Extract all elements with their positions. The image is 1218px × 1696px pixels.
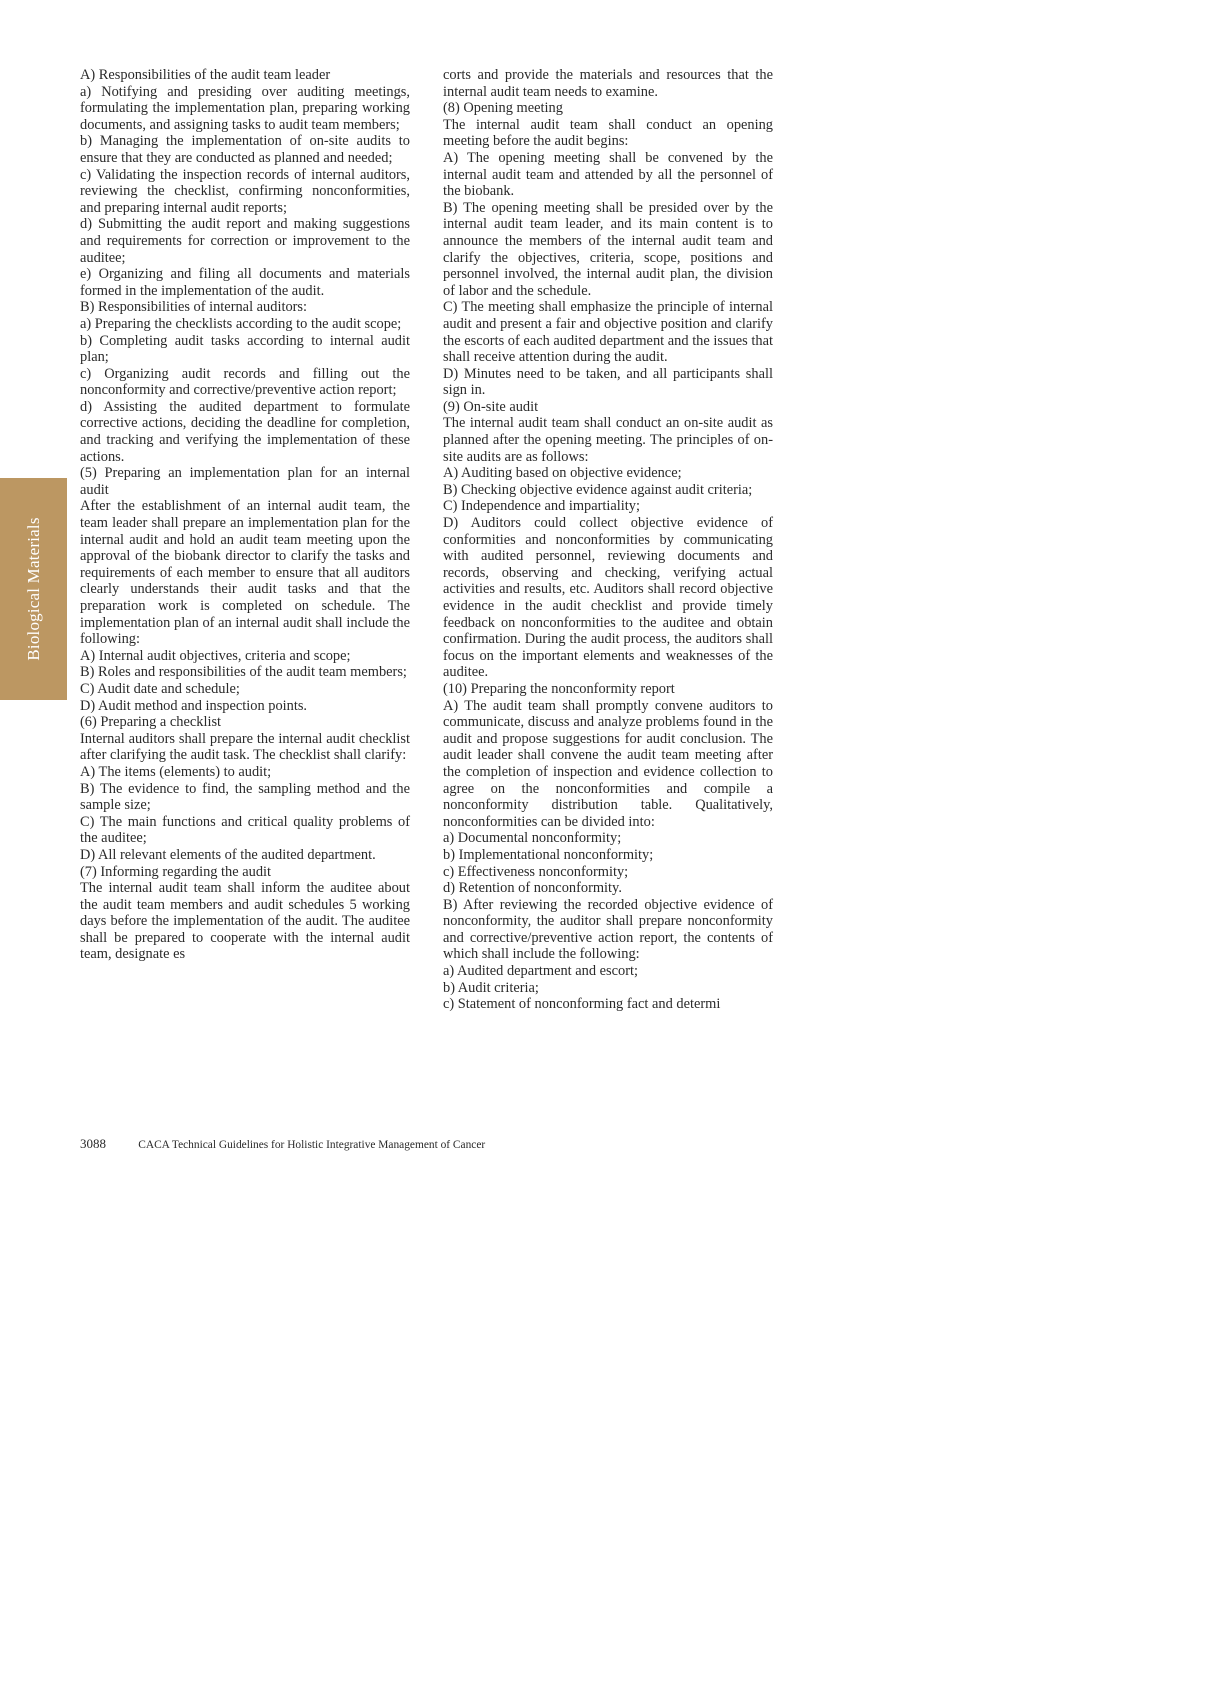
paragraph: b) Audit criteria; — [443, 979, 539, 996]
paragraph: c) Organizing audit records and filling out the nonconformity and corrective/preventive action report; — [80, 365, 410, 399]
section-tab-label: Biological Materials — [23, 517, 43, 661]
paragraph: A) Internal audit objectives, criteria and scope; — [80, 647, 351, 664]
section-heading: (6) Preparing a checklist — [80, 714, 222, 731]
section-heading: (8) Opening meeting — [443, 100, 563, 117]
paragraph: b) Managing the implementation of on-site audits to ensure that they are conducted as planned and needed; — [80, 133, 410, 166]
paragraph: corts and provide the materials and resources that the internal audit team needs to examine. — [443, 67, 773, 100]
paragraph: A) The audit team shall promptly convene auditors to communicate, discuss and analyze problems found in the audit and propose suggestions for audit conclusion. The audit leader shall convene the audit team meeting after the completion of inspection and evidence collection to agree on the nonconformities and compile a nonconformity distribution table. Qualitatively, nonconformities can be divided into: — [443, 697, 773, 830]
section-heading: (7) Informing regarding the audit — [80, 863, 272, 880]
section-heading: (5) Preparing an implementation plan for an internal audit — [80, 465, 410, 498]
paragraph: c) Validating the inspection records of internal auditors, reviewing the checklist, confirming nonconformities, and preparing internal audit reports; — [80, 166, 410, 216]
paragraph: C) Audit date and schedule; — [80, 680, 240, 697]
paragraph: The internal audit team shall inform the auditee about the audit team members and audit schedules 5 working days before the implementation of the audit. The auditee shall be prepared to cooperate with the internal audit team, designate es — [80, 880, 410, 963]
paragraph: A) Responsibilities of the audit team leader — [80, 67, 331, 83]
paragraph: The internal audit team shall conduct an on-site audit as planned after the opening meeting. The principles of on-site audits are as follows: — [443, 415, 773, 465]
paragraph: C) The main functions and critical quality problems of the auditee; — [80, 813, 410, 847]
paragraph: A) The opening meeting shall be convened by the internal audit team and attended by all the personnel of the biobank. — [443, 149, 773, 200]
paragraph: D) All relevant elements of the audited department. — [80, 846, 376, 863]
paragraph: B) Responsibilities of internal auditors: — [80, 299, 308, 316]
paragraph: e) Organizing and filing all documents and materials formed in the implementation of the audit. — [80, 266, 410, 299]
paragraph: c) Statement of nonconforming fact and determi — [443, 996, 721, 1013]
section-heading: (10) Preparing the nonconformity report — [443, 680, 675, 697]
paragraph: C) Independence and impartiality; — [443, 498, 640, 515]
paragraph: D) Auditors could collect objective evidence of conformities and nonconformities by communicating with audited personnel, reviewing documents and records, observing and checking, verifying actual activities and results, etc. Auditors shall record objective evidence in the audit checklist and provide timely feedback on nonconformities to the auditee and obtain confirmation. During the audit process, the auditors shall focus on the important elements and weaknesses of the auditee. — [443, 515, 773, 681]
paragraph: B) The evidence to find, the sampling method and the sample size; — [80, 780, 410, 814]
running-title: CACA Technical Guidelines for Holistic Integrative Management of Cancer — [138, 1139, 486, 1151]
paragraph: a) Audited department and escort; — [443, 963, 639, 980]
paragraph: D) Minutes need to be taken, and all participants shall sign in. — [443, 365, 773, 399]
paragraph: A) Auditing based on objective evidence; — [443, 465, 682, 482]
paragraph: d) Assisting the audited department to formulate corrective actions, deciding the deadline for completion, and tracking and verifying the implementation of these actions. — [80, 398, 410, 465]
section-heading: (9) On-site audit — [443, 398, 539, 415]
paragraph: a) Preparing the checklists according to the audit scope; — [80, 315, 402, 332]
paragraph: a) Notifying and presiding over auditing meetings, formulating the implementation plan, preparing working documents, and assigning tasks to audit team members; — [80, 83, 410, 133]
left-text-column — [80, 67, 410, 963]
paragraph: D) Audit method and inspection points. — [80, 697, 308, 714]
paragraph: B) After reviewing the recorded objective evidence of nonconformity, the auditor shall prepare nonconformity and corrective/preventive action report, the contents of which shall include the following: — [443, 896, 773, 963]
page-number: 3088 — [80, 1136, 106, 1151]
paragraph: b) Implementational nonconformity; — [443, 846, 654, 863]
paragraph: d) Submitting the audit report and making suggestions and requirements for correction or improvement to the auditee; — [80, 216, 410, 266]
paragraph: d) Retention of nonconformity. — [443, 880, 622, 897]
page-footer — [80, 1136, 485, 1152]
paragraph: Internal auditors shall prepare the internal audit checklist after clarifying the audit task. The checklist shall clarify: — [80, 730, 410, 764]
paragraph: B) Checking objective evidence against audit criteria; — [443, 481, 753, 498]
paragraph: B) Roles and responsibilities of the audit team members; — [80, 664, 407, 681]
paragraph: A) The items (elements) to audit; — [80, 763, 272, 780]
paragraph: b) Completing audit tasks according to internal audit plan; — [80, 332, 410, 366]
paragraph: C) The meeting shall emphasize the principle of internal audit and present a fair and objective position and clarify the escorts of each audited department and the issues that shall receive attention during the audit. — [443, 299, 773, 366]
paragraph: a) Documental nonconformity; — [443, 830, 622, 847]
section-side-tab — [0, 478, 67, 700]
paragraph: c) Effectiveness nonconformity; — [443, 863, 629, 880]
paragraph: The internal audit team shall conduct an opening meeting before the audit begins: — [443, 116, 773, 150]
paragraph: After the establishment of an internal audit team, the team leader shall prepare an implementation plan for the internal audit and hold an audit team meeting upon the approval of the biobank director to clarify the tasks and requirements of each member to ensure that all auditors clearly understands their audit tasks and that the preparation work is completed on schedule. The implementation plan of an internal audit shall include the following: — [80, 498, 410, 648]
right-text-column — [443, 67, 773, 1013]
paragraph: B) The opening meeting shall be presided over by the internal audit team leader, and its main content is to announce the members of the internal audit team and clarify the objectives, criteria, scope, positions and personnel involved, the internal audit plan, the division of labor and the schedule. — [443, 199, 773, 299]
